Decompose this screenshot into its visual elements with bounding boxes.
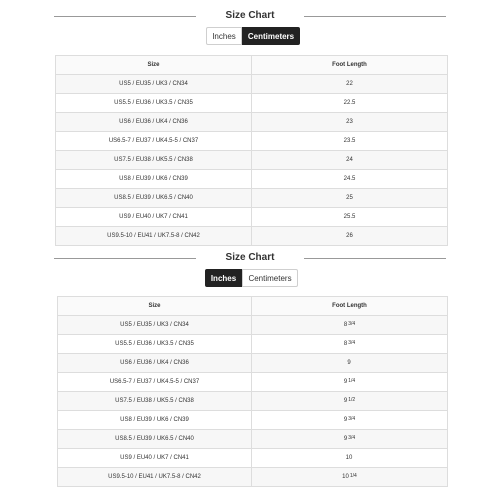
inches-button[interactable]: Inches <box>206 27 242 45</box>
foot-length-cell <box>252 449 448 468</box>
table-row <box>58 411 448 430</box>
size-cell: US8 / EU39 / UK6 / CN39 <box>58 411 252 430</box>
table-row <box>58 392 448 411</box>
unit-toggle <box>205 269 298 287</box>
foot-length-cell: 24 <box>252 151 448 170</box>
table-row <box>56 132 448 151</box>
foot-length-fraction: 1/4 <box>349 473 357 479</box>
table-row <box>56 170 448 189</box>
foot-length-cell <box>252 354 448 373</box>
table-row <box>56 113 448 132</box>
foot-length-cell <box>252 335 448 354</box>
size-cell: US5 / EU35 / UK3 / CN34 <box>56 75 252 94</box>
foot-length-cell: 22 <box>252 75 448 94</box>
foot-length-cell: 26 <box>252 227 448 246</box>
table-row <box>58 316 448 335</box>
foot-length-cell <box>252 468 448 487</box>
foot-length-cell <box>252 316 448 335</box>
foot-length-whole: 9 <box>343 436 348 442</box>
size-cell: US9.5-10 / EU41 / UK7.5-8 / CN42 <box>56 227 252 246</box>
foot-length-whole: 9 <box>343 379 348 385</box>
foot-length-cell: 23 <box>252 113 448 132</box>
column-header-size: Size <box>58 297 252 316</box>
foot-length-whole: 10 <box>345 455 353 461</box>
size-cell: US8.5 / EU39 / UK6.5 / CN40 <box>58 430 252 449</box>
foot-length-fraction: 3/4 <box>348 321 356 327</box>
table-row <box>56 75 448 94</box>
foot-length-cell: 24.5 <box>252 170 448 189</box>
size-cell: US8 / EU39 / UK6 / CN39 <box>56 170 252 189</box>
size-chart-title: Size Chart <box>225 252 275 263</box>
size-cell: US6.5-7 / EU37 / UK4.5-5 / CN37 <box>56 132 252 151</box>
size-cell: US7.5 / EU38 / UK5.5 / CN38 <box>56 151 252 170</box>
table-row <box>58 335 448 354</box>
foot-length-fraction: 1/4 <box>348 378 356 384</box>
table-row <box>58 449 448 468</box>
foot-length-fraction: 3/4 <box>348 435 356 441</box>
foot-length-cell: 25 <box>252 189 448 208</box>
foot-length-fraction: 3/4 <box>348 416 356 422</box>
inches-button[interactable]: Inches <box>205 269 242 287</box>
size-table <box>57 296 448 487</box>
table-row <box>56 94 448 113</box>
size-chart-title-row <box>54 248 446 268</box>
foot-length-whole: 9 <box>343 398 348 404</box>
divider-line <box>304 16 446 17</box>
foot-length-whole: 8 <box>343 322 348 328</box>
size-table <box>55 55 448 246</box>
column-header-foot-length: Foot Length <box>252 297 448 316</box>
table-row <box>58 373 448 392</box>
foot-length-cell: 22.5 <box>252 94 448 113</box>
foot-length-fraction: 3/4 <box>348 340 356 346</box>
foot-length-cell <box>252 392 448 411</box>
column-header-size: Size <box>56 56 252 75</box>
size-cell: US5 / EU35 / UK3 / CN34 <box>58 316 252 335</box>
size-cell: US6 / EU36 / UK4 / CN36 <box>58 354 252 373</box>
table-row <box>58 430 448 449</box>
foot-length-cell: 23.5 <box>252 132 448 151</box>
size-cell: US9.5-10 / EU41 / UK7.5-8 / CN42 <box>58 468 252 487</box>
unit-toggle <box>206 27 300 45</box>
centimeters-button[interactable]: Centimeters <box>242 27 300 45</box>
table-row <box>58 468 448 487</box>
centimeters-button[interactable]: Centimeters <box>242 269 298 287</box>
foot-length-whole: 9 <box>347 360 351 366</box>
foot-length-cell <box>252 373 448 392</box>
column-header-foot-length: Foot Length <box>252 56 448 75</box>
size-cell: US6.5-7 / EU37 / UK4.5-5 / CN37 <box>58 373 252 392</box>
size-cell: US5.5 / EU36 / UK3.5 / CN35 <box>56 94 252 113</box>
foot-length-cell <box>252 411 448 430</box>
size-cell: US9 / EU40 / UK7 / CN41 <box>56 208 252 227</box>
foot-length-cell <box>252 430 448 449</box>
size-cell: US8.5 / EU39 / UK6.5 / CN40 <box>56 189 252 208</box>
size-chart-title: Size Chart <box>225 10 275 21</box>
table-row <box>56 151 448 170</box>
foot-length-fraction: 1/2 <box>348 397 356 403</box>
foot-length-whole: 9 <box>343 417 348 423</box>
table-row <box>58 354 448 373</box>
size-cell: US7.5 / EU38 / UK5.5 / CN38 <box>58 392 252 411</box>
foot-length-whole: 10 <box>342 474 349 480</box>
foot-length-cell: 25.5 <box>252 208 448 227</box>
size-cell: US5.5 / EU36 / UK3.5 / CN35 <box>58 335 252 354</box>
table-row <box>56 208 448 227</box>
size-cell: US6 / EU36 / UK4 / CN36 <box>56 113 252 132</box>
divider-line <box>304 258 446 259</box>
size-chart-title-row <box>54 6 446 26</box>
table-row <box>56 189 448 208</box>
table-row <box>56 227 448 246</box>
size-cell: US9 / EU40 / UK7 / CN41 <box>58 449 252 468</box>
foot-length-whole: 8 <box>343 341 348 347</box>
